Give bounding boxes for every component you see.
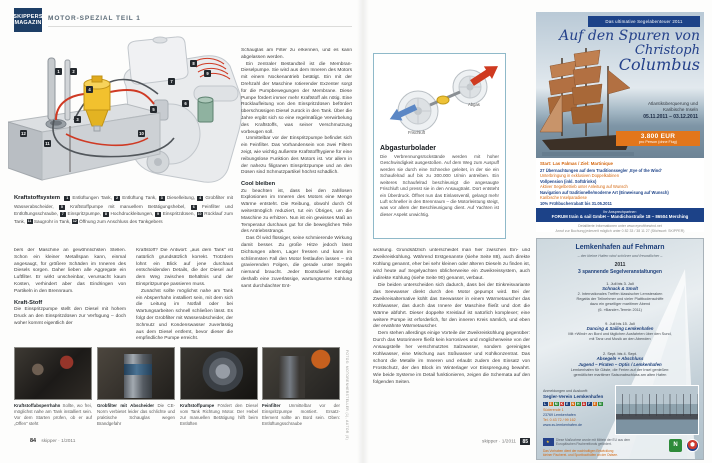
subheading-cool-bleiben: Cool bleiben [241, 181, 276, 188]
headline-line2: Christoph [634, 42, 700, 58]
body-paragraph: Das Öl wird flüssiger, seine schmierende Wirkung damit besser. Zu große Hitze jedoch lässt Dichtungen altern, Lager fressen und kann im schlimmsten Fall den Motor festlaufen lassen – mit gravierenden Folgen, die gerade unter Segeln niemand braucht. Jeder Bootsdiesel benötigt deshalb eine zuverlässige, wartungsarme Kühlung samt durchdachter Ent- [241, 236, 352, 289]
magazine-name: skipper · 1/2011 [482, 439, 517, 445]
event-name: Absegeln + Abschluss [596, 356, 644, 362]
body-paragraph: Ein zentraler Bestandteil ist die Membran-Dieselpumpe. Sie wird aus dem Inneren des Motors mit einem Nockenantrieb betätigt. Ein mit der Drehzahl der Maschine rotierender Exzenter sorgt für die Pumpbewegungen der Membrane. Diese Pumpe fördert immer mehr Kraftstoff als nötig. Eine Rücklaufleitung von den Einspritzdüsen befördert überschüssigen Diesel zurück in den Tank. Über die Jahre ergibt sich so eine regelmäßige Verwirbelung des Kraftstoffs, was seiner Verschmutzung vorbeugen soll. [241, 61, 352, 135]
legend-label: Öffnung zum Anschluss des Tankgebers [79, 218, 163, 224]
event-line: 2. Internationales Treffen klassischer Lemsteraken [577, 292, 663, 297]
caption-text: Fördert den Diesel vom Tank Richtung Motor. Der Hebel zur manuellen Betätigung hilft beim Entlüften [180, 403, 258, 427]
fuel-system-diagram [8, 34, 246, 194]
legend-label: Entlüftung Tank, [122, 195, 157, 200]
ad-columbus-bullets [540, 168, 702, 206]
ad-year: 2011 [614, 262, 626, 268]
diagram-callout: 4 [86, 86, 93, 93]
eu-flag-icon [543, 438, 554, 446]
eu-line: Das Vorhaben dient der nachhaltigen Entwicklung [543, 449, 614, 453]
event-line: Regatta der Teilnehmer und vieler Plattbodenschiffe [576, 297, 664, 302]
event-date: 1. Juli bis 3. Juli [606, 281, 634, 286]
address-line: Tel. 0 43 72 / 99 162 [543, 418, 576, 423]
body-paragraph: wicklung. Grundsätzlich unterscheidet man hier zwischen Ein- und Zweikreiskühlung. Während Erstgenannte (siehe Seite 88), auch direkte Kühlung genannt, eher bei sehr kleinen oder älteren Dieseln zu finden ist, wird heute auf Segelyachten üblicherweise ein Zweikreissystem, auch indirekte Kühlung (siehe Seite 90) genannt, verbaut. [373, 248, 530, 281]
label-abgas: Abgas [468, 102, 480, 107]
eu-funding-note [543, 438, 663, 446]
photo-feinfilter [262, 347, 340, 400]
event-line: gemütlicher maritimer Saisonabschluss am alten Hafen [573, 373, 667, 378]
turbo-box-title: Abgasturbolader [380, 145, 437, 152]
bullet-line: Aktiver Segelbetrieb unter Anleitung auf Wunsch [540, 184, 628, 190]
legend-num: 1 [66, 195, 69, 200]
green-partner-logo: N [669, 439, 682, 452]
oil-feed [437, 96, 449, 104]
legend-label: Hochdruckleitungen, [110, 211, 154, 217]
body-paragraph: Zunächst sollte möglichst nahe am Tank ein Absperrhahn installiert sein, mit dem sich die Leitung im Notfall oder bei Wartungsarbeiten schnell schließen lässt. Es folgt der Grobfilter mit Wasserabscheider, der Schmutz und Kondenswasser zuverlässig aus dem Diesel entfernt, bevor dieser die empfindliche Pumpe erreicht. [136, 288, 233, 342]
eu-line: Europäischen Fischereifonds gefördert. [556, 442, 612, 447]
contact-address: FORUM train & sail GmbH – Mandichostraße 18 – 86504 Merching [551, 213, 689, 219]
logo-line1: SKIPPERS [13, 13, 43, 20]
diagram-callout: 2 [70, 68, 77, 75]
legend-num: 11 [27, 219, 32, 224]
event-name: Dancing & Sailing Lemkenhafen [586, 326, 654, 332]
photo-caption [180, 403, 258, 428]
body-paragraph: Unmittelbar vor der Einspritzpumpe befindet sich ein Feinfilter. Das Vorhandensein von zwei Filtern zeigt, wie wichtig äußerste Kraftstoffhygiene für eine reibungslose Funktion des Motors ist. Vor allem in der nahezu filigranen Einspritzpumpe und an den Düsen sind Schmutzpartikel höchst schädlich. [241, 136, 352, 176]
event-date: 9. Juli bis 15. Juli [605, 321, 635, 326]
event-line: Lemkenhafen für Gäste, die Ferien auf der Insel genießen: [570, 368, 670, 373]
event-1 [537, 281, 703, 313]
logo-line2: MAGAZIN [14, 20, 42, 26]
fein-filter [198, 97, 213, 122]
photo-kraftstoffpumpe [180, 347, 258, 400]
right-folio: 85 [522, 438, 528, 445]
caption-lead: Kraftstoffpumpe [180, 403, 215, 408]
route-line: Start: Las Palmas / Ziel: Martinique [540, 161, 613, 166]
event-line: dazu ein geselliger maritimer Abend [589, 302, 651, 307]
diagram-callout: 3 [74, 116, 81, 123]
ad-columbus-headline [559, 29, 700, 74]
subline-1: Atlantiküberquerung und [647, 101, 698, 106]
ad-lemkenhafen [536, 238, 704, 460]
body-paragraph: Dem stehen allerdings einige Vorteile der Zweikreiskühlung gegenüber: Durch das Motorinnere fließt kein korrosives und möglicherweise von der Ansaugstelle her verschmutztes Salzwasser, sondern gereinigtes Kühlwasser, eine Mischung aus Süßwasser und Kühlkonzentrat. Das schont die Metalle im Inneren und erlaubt zudem den Einsatz von Frostschutz, der den Block im Winterlager vor Eissprengung bewahrt. Wie beide Systeme im Detail funktionieren, zeigen die Schemata auf den folgenden Seiten. [373, 331, 530, 386]
fine-print-line: Detaillierte Informationen unter www.eyeofthewind.net [578, 224, 662, 228]
body-paragraph: Zu beachten ist, dass bei den zahllosen Explosionen im Inneren des Motors eine Menge Wärme entsteht. Die Reibung, obwohl durch Öl weitestmöglich reduziert, tut ein Übriges, um die Maschine zu erhitzen. Nun ist ein gewisses Maß an Temperatur durchaus gut für die beweglichen Teile des Antriebsstrangs. [241, 188, 352, 235]
photo-caption [14, 403, 92, 428]
price-box [616, 131, 700, 146]
magazine-name: skipper · 1/2011 [41, 439, 76, 444]
legend-num: 2 [116, 195, 119, 200]
round-partner-logo [686, 439, 699, 452]
harbor-photo [615, 385, 699, 435]
article-column-2 [136, 248, 233, 344]
ad-lemkenhafen-title: Lemkenhafen auf Fehmarn [575, 244, 665, 251]
legend-label: Einspritzdüsen, [162, 211, 195, 217]
contact-name: Segler-Verein Lemkenhafen [543, 394, 604, 400]
footer-right [373, 438, 530, 445]
body-paragraph: Schauglas am Filter zu erkennen, und es kann abgelassen werden. [241, 48, 352, 60]
bullet-line: Karibische Inselparadiese [540, 195, 587, 201]
ad-columbus-banner: Das ultimative Segelabenteuer 2011 [588, 16, 700, 27]
ad-columbus-contact-bar [536, 208, 704, 222]
headline-line3: Columbus [618, 55, 700, 75]
legend-label: Entlüftungen Tank, [72, 195, 112, 200]
trip-dates: 05.11.2011 – 03.12.2011 [643, 113, 698, 120]
price-amount: 3.800 EUR [640, 133, 676, 140]
turbocharger-illustration [380, 59, 501, 137]
photo-absperrhahn [14, 347, 92, 400]
legend-num: 4 [199, 195, 202, 200]
legend-num: 10 [197, 211, 202, 216]
caption-lead: Feinfilter [262, 403, 281, 408]
fine-print-line: Anruf zur Buchung jederzeit möglich unter 0 82 33 / 38 11 27 (Stichwort: SKIPPER) [555, 228, 685, 233]
ad-lemkenhafen-subtitle: – der kleine Hafen wird schöner und freundlicher – [577, 254, 663, 258]
diagram-callout: 8 [190, 60, 197, 67]
legend-num: 3 [160, 195, 163, 200]
article-column-right [373, 248, 530, 438]
label-frischluft: Frischluft [408, 130, 425, 135]
bullet-line: Unterbringung in exklusiven Doppelkabinen [540, 173, 619, 179]
photo-caption [262, 403, 340, 428]
address-line: 23769 Lemkenhafen [543, 412, 576, 417]
photo-grobfilter [97, 347, 175, 400]
fuel-system-illustration [8, 34, 246, 194]
legend-label: Rücklauf zum Tank, [14, 211, 234, 224]
valve-cover [128, 37, 188, 84]
diagram-callout: 11 [45, 141, 50, 146]
ad-columbus-photo [536, 12, 704, 158]
club-logo-strip: L E M K E N H A F E N [544, 401, 602, 406]
ad-columbus-fine-print [536, 224, 704, 233]
left-folio: 84 [30, 438, 36, 444]
legend-num: 5 [60, 204, 63, 209]
caption-lead: Grobfilter mit Abscheider [97, 403, 155, 408]
caption-text: Sollte, wo frei, möglichst nahe am Tank installiert sein. Vor dem Starten prüfen, ob er auf „Offen“ steht [14, 403, 92, 427]
event-2 [537, 321, 703, 342]
legend-num: 9 [157, 211, 159, 216]
legend-num: 6 [192, 204, 195, 209]
event-line: mit Tanz und Musik an den Abenden [589, 337, 651, 342]
funding-note-2 [543, 449, 663, 457]
bullet-line: Navigation auf traditionelle/moderne Art (Einweisung auf Wunsch) [540, 189, 669, 195]
diagram-callout: 1 [55, 68, 62, 75]
article-column-1 [14, 248, 126, 344]
magazine-logo [14, 8, 42, 32]
body-paragraph: Kraftstoff? Die Antwort: „aus dem Tank“ ist natürlich grundsätzlich korrekt. Trotzdem lohnt ein Blick auf jene durchaus entscheidenden Details, die der Diesel auf dem Weg zwischen Behältnis und der Einspritzpumpe passieren muss. [136, 248, 233, 287]
bullet-line: 10% Frühbucherrabatt bis 31.05.2011 [540, 200, 612, 206]
article-column-3 [241, 48, 352, 346]
event-date: 2. Sept. bis 4. Sept. [603, 351, 637, 356]
diagram-callout: 10 [139, 131, 144, 136]
diagram-callout: 6 [182, 100, 189, 107]
subheading-kraftstoff: Kraft-Stoff [14, 299, 43, 306]
section-title: MOTOR-SPEZIAL TEIL 1 [48, 15, 141, 22]
body-paragraph: Die beiden unterscheiden sich dadurch, dass bei der Einkreisvariante das Seewasser direkt durch den Motor gepumpt wird. Bei der Zweikreisalternative kühlt das Seewasser in einem Wärmetauscher das Kühlwasser, das durch das Innere der Maschine fließt und dort die Wärme abführt. Dieser doppelte Kreislauf ist natürlich komplexer; eine weitere Pumpe ist erforderlich, für den inneren Kreis nämlich, und eben der erwähnte Wärmetauscher. [373, 282, 530, 330]
legend-num: 12 [72, 219, 77, 224]
page-gutter [357, 0, 369, 463]
bullet-line: 27 Übernachtungen auf dem Traditionssegler ‚Eye of the Wind‘ [540, 168, 662, 173]
eu-line: Diese Maßnahme wurde mit Mitteln der EU aus dem [556, 438, 631, 442]
ad-columbus-subline [643, 101, 698, 121]
contact-label: Anmeldungen und Auskunft: [543, 389, 588, 393]
event-name-2: Jugend – Piraten – Optis / Lemkenhafen [578, 362, 662, 368]
event-name: Schnack & Smolt [602, 286, 638, 292]
ad-columbus [536, 12, 704, 232]
contact-label: Ihr Ansprechpartner: [603, 209, 637, 214]
photo-credit: FOTOS: MOTORENHERSTELLER (1), AUTOR (5) [345, 350, 349, 441]
headline-line1: Auf den Spuren von [559, 28, 700, 44]
event-line: Mit »Wind« an Bord und täglichen Ausfahrten über den Sund, [568, 332, 672, 337]
diagram-callout: 12 [21, 131, 26, 136]
legend-label: Einspritzpumpe, [67, 211, 102, 217]
legend-label: Grobfilter mit Wasserabscheider, [14, 195, 233, 209]
price-note: pro Person (ohne Flug) [639, 140, 677, 144]
legend-num: 7 [61, 211, 64, 216]
legend-label: Feinfilter und Entlüftungsschraube, [14, 203, 233, 217]
events-heading: 3 spannende Segelveranstaltungen [578, 269, 662, 275]
photo-caption [97, 403, 175, 428]
address-line: www.sv-lemkenhafen.de [543, 423, 582, 428]
diagram-callout: 9 [204, 70, 211, 77]
legend-label: Kraftstoffpumpe mit manuellem Betätigungshebel, [70, 203, 186, 209]
address-line: Süderende 1 [543, 407, 564, 412]
legend-num: 8 [104, 211, 107, 216]
turbo-info-box [373, 53, 506, 239]
event-line: (6. »Bande«-Termin 2011) [598, 307, 642, 312]
turbo-box-body: Die Verbrennungsrückstände werden mit hoher Geschwindigkeit ausgestoßen. Auf dem Weg zum Auspuff werden sie durch eine Schnecke geleitet, in der sie ein Schaufelrad auf bis zu 300.000 U/min antreiben. Ein weiteres Schaufelrad beschleunigt die angesaugte Frischluft und presst sie in den Ansaugtrakt. Dort entsteht ein Überdruck. Öffnet nun das Einlassventil, gelangt mehr Luft schneller in den Brennraum – die Motorleistung steigt, was vor allem der Beschleunigung dient. Auf Yachten ist dieser Aspekt unwichtig. [380, 154, 499, 217]
event-3 [537, 351, 703, 378]
subline-2: Karibische Inseln [663, 107, 698, 113]
bullet-line: Vollpension (inkl. Softdrinks) [540, 178, 597, 184]
eu-line: kleiner Fischerei- und Sportboothäfen an der Ostsee. [543, 453, 618, 458]
footer-left [30, 438, 75, 444]
diagram-callout: 7 [168, 78, 175, 85]
diagram-callout: 5 [150, 106, 157, 113]
body-paragraph: bers der Maschine an gewöhnlichsten Stellen. Schon ein kleiner Metallspan kann, einmal angesaugt, für größere Schäden im Inneren des Diesels sorgen. Daher lieben alle Aggregate ein Luftfilter. Er wirkt unscheinbar, verursacht kaum Kosten, verhindert aber das Eindringen von Partikeln in den Brennraum. [14, 248, 126, 294]
header-rule [48, 26, 352, 27]
body-paragraph: Die Einspritzpumpe stellt den Diesel mit hohem Druck an den Einspritzdüsen zur Verfügung – doch woher kommt eigentlich der [14, 307, 126, 326]
caption-text: Unmittelbar vor der Einspritzpumpe montiert. Ersatz-Element sollte an Bord sein. Oben: Entlüftungsschraube [262, 403, 340, 427]
legend-label: Saugrohr in Tank, [33, 218, 71, 224]
caption-lead: Kraftstoffabsperrhahn [14, 403, 61, 408]
caption-text: Die CE-Norm verbietet leider das schlichte und praktische Schauglas wegen Brandgefahr [97, 403, 175, 427]
diagram-legend [14, 194, 233, 225]
legend-title: Kraftstoffsystem [14, 195, 61, 201]
legend-label: Dieselleitung, [166, 195, 196, 200]
